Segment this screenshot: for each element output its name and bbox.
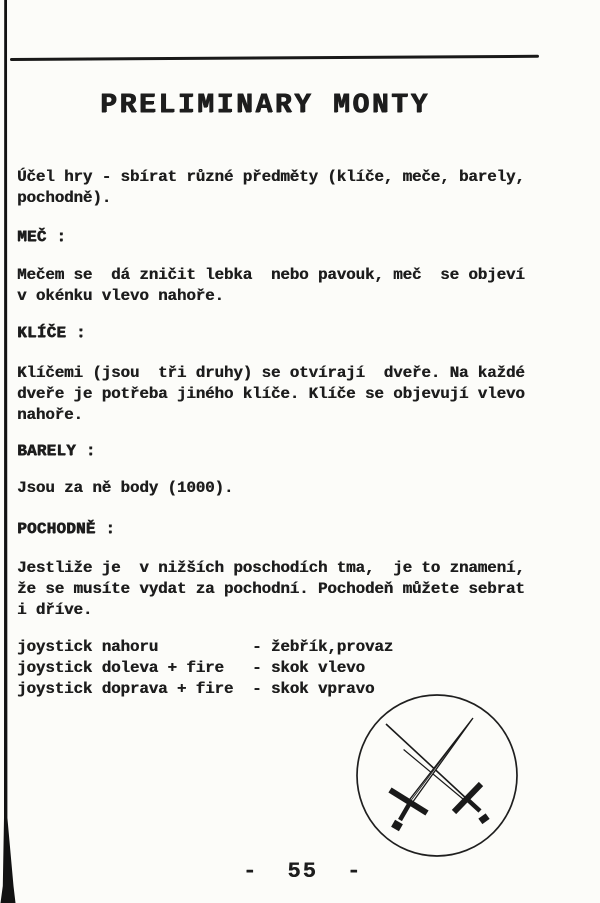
- page-number: - 55 -: [243, 859, 363, 884]
- body-line: nahoře.: [17, 406, 83, 424]
- section-heading-mec: MEČ :: [17, 228, 67, 246]
- emblem-circle: [357, 695, 517, 856]
- body-line: Jestliže je v nižších poschodích tma, je to znamení,: [17, 559, 525, 577]
- body-line: i dříve.: [17, 601, 93, 619]
- top-rule: [10, 55, 539, 61]
- intro-line: Účel hry - sbírat různé předměty (klíče, meče, barely,: [17, 168, 525, 186]
- crossed-swords-illustration: [354, 690, 520, 860]
- section-heading-pochodne: POCHODNĚ :: [17, 520, 116, 538]
- body-line: Klíčemi (jsou tři druhy) se otvírají dveře. Na každé: [17, 364, 525, 382]
- section-heading-barely: BARELY :: [17, 442, 96, 460]
- controls-line: joystick nahoru - žebřík,provaz: [17, 638, 394, 656]
- body-line: Mečem se dá zničit lebka nebo pavouk, meč se objeví: [17, 266, 525, 284]
- controls-line: joystick doprava + fire - skok vpravo: [17, 680, 375, 698]
- body-line: v okénku vlevo nahoře.: [17, 287, 224, 305]
- body-line: Jsou za ně body (1000).: [17, 479, 234, 497]
- controls-line: joystick doleva + fire - skok vlevo: [17, 659, 365, 677]
- body-line: dveře je potřeba jiného klíče. Klíče se objevují vlevo: [17, 385, 525, 403]
- binding-edge: [0, 0, 18, 903]
- intro-line: pochodně).: [17, 189, 112, 207]
- body-line: že se musíte vydat za pochodní. Pochodeň můžete sebrat: [17, 580, 525, 598]
- section-heading-klice: KLÍČE :: [17, 324, 86, 342]
- page-title: PRELIMINARY MONTY: [100, 90, 430, 121]
